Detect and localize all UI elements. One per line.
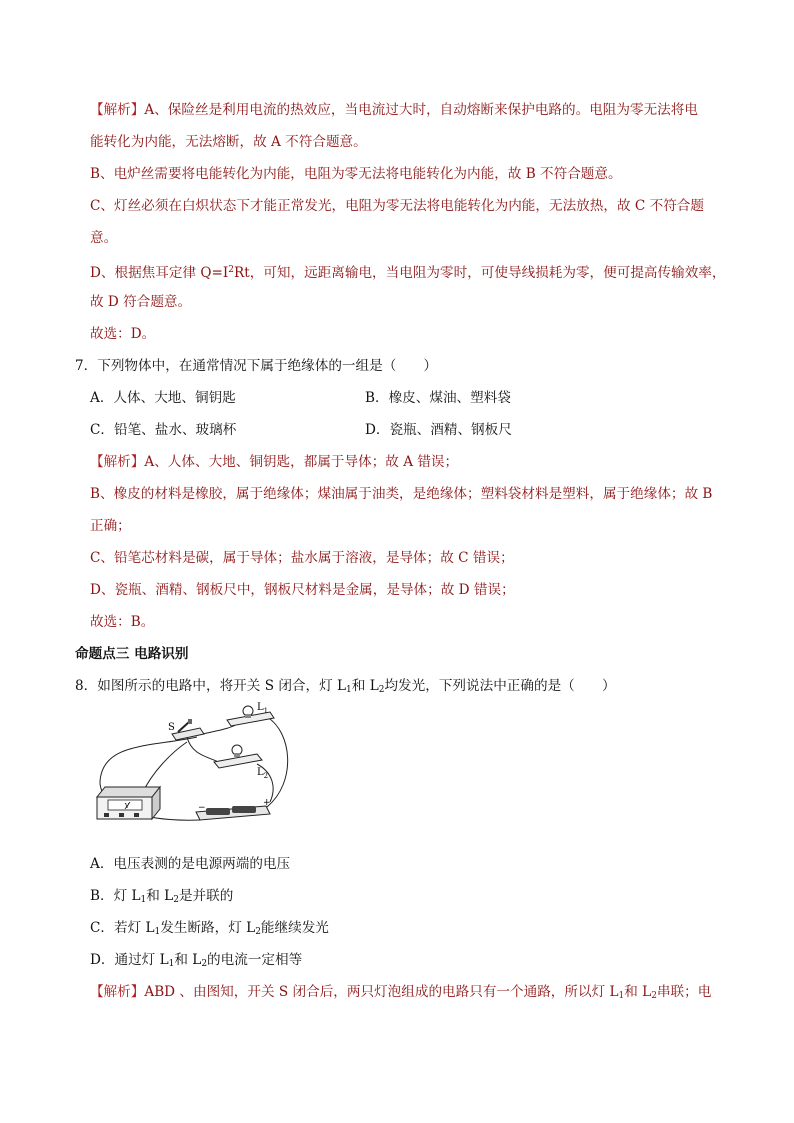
q7-analysis-line-5: D、瓷瓶、酒精、钢板尺中，钢板尺材料是金属，是导体；故 D 错误； [90, 582, 515, 598]
q8-option-a: A．电压表测的是电源两端的电压 [90, 856, 291, 872]
q8-option-c: C．若灯 $L_1$发生断路，灯 $L_2$能继续发光 [90, 920, 329, 937]
q6-analysis-line-6: D、根据焦耳定律 $Q=I^2Rt$，可知，远距离输电，当电阻为零时，可使导线损耗为零，便可提高传输效率， [90, 265, 726, 281]
q7-analysis-line-2: B、橡皮的材料是橡胶，属于绝缘体；煤油属于油类，是绝缘体；塑料袋材料是塑料，属于绝缘体；故 B [90, 486, 713, 502]
q7-analysis-line-6: 故选：B。 [90, 614, 155, 630]
switch-label: S [168, 722, 175, 733]
q6-analysis-line-8: 故选：D。 [90, 326, 156, 342]
q7-option-c: C．铅笔、盐水、玻璃杯 [90, 422, 237, 438]
q7-analysis-line-4: C、铅笔芯材料是碳，属于导体；盐水属于溶液，是导体；故 C 错误； [90, 550, 514, 566]
wire-meter-switch [142, 742, 187, 794]
q8-stem: 8．如图所示的电路中，将开关 S 闭合，灯 $L_1$和 $L_2$均发光，下列说法中正确的是（ ） [75, 678, 616, 695]
q7-analysis-line-1: 【解析】A、人体、大地、铜钥匙，都属于导体；故 A 错误； [90, 454, 459, 470]
wire-switch-lamp2 [187, 737, 222, 764]
battery-minus: − [198, 803, 206, 813]
analysis-tag: 【解析】 [90, 102, 145, 118]
q7-analysis-line-3: 正确； [90, 518, 131, 534]
q6-analysis-line-2: 能转化为内能，无法熔断，故 A 不符合题意。 [90, 134, 367, 150]
q8-analysis-line-1: 【解析】ABD 、由图知，开关 S 闭合后，两只灯泡组成的电路只有一个通路，所以灯 $L_1$和 $L_2$串联；电 [90, 984, 712, 1001]
q6-analysis-line-4: C、灯丝必须在白炽状态下才能正常发光，电阻为零无法将电能转化为内能，无法放热，故 C 不符合题 [90, 198, 704, 214]
q8-option-d: D．通过灯 $L_1$和 $L_2$的电流一定相等 [90, 952, 303, 969]
meter-label: V [124, 803, 130, 810]
battery-plus: + [263, 798, 271, 808]
q6-analysis-line-7: 故 D 符合题意。 [90, 294, 192, 310]
lamp1-label: $L_1$ [257, 702, 269, 715]
lamp2-label: $L_2$ [257, 767, 269, 780]
q7-stem: 7．下列物体中，在通常情况下属于绝缘体的一组是（ ） [75, 358, 438, 374]
lamp-l2 [214, 745, 262, 768]
q6-analysis-line-1: 【解析】A、保险丝是利用电流的热效应，当电流过大时，自动熔断来保护电路的。电阻为零无法将电 [90, 102, 698, 118]
battery [196, 806, 270, 820]
q6-analysis-line-5: 意。 [90, 230, 118, 246]
q6-analysis-line-3: B、电炉丝需要将电能转化为内能，电阻为零无法将电能转化为内能，故 B 不符合题意。 [90, 166, 622, 182]
wire-right [267, 717, 288, 807]
circuit-figure [92, 702, 292, 830]
q7-option-b: B．橡皮、煤油、塑料袋 [365, 390, 511, 406]
switch-s [172, 719, 204, 740]
section-heading: 命题点三 电路识别 [75, 646, 189, 662]
q8-option-b: B．灯 $L_1$和 $L_2$是并联的 [90, 888, 234, 905]
q7-option-a: A．人体、大地、铜钥匙 [90, 390, 236, 406]
q7-option-d: D．瓷瓶、酒精、钢板尺 [365, 422, 512, 438]
